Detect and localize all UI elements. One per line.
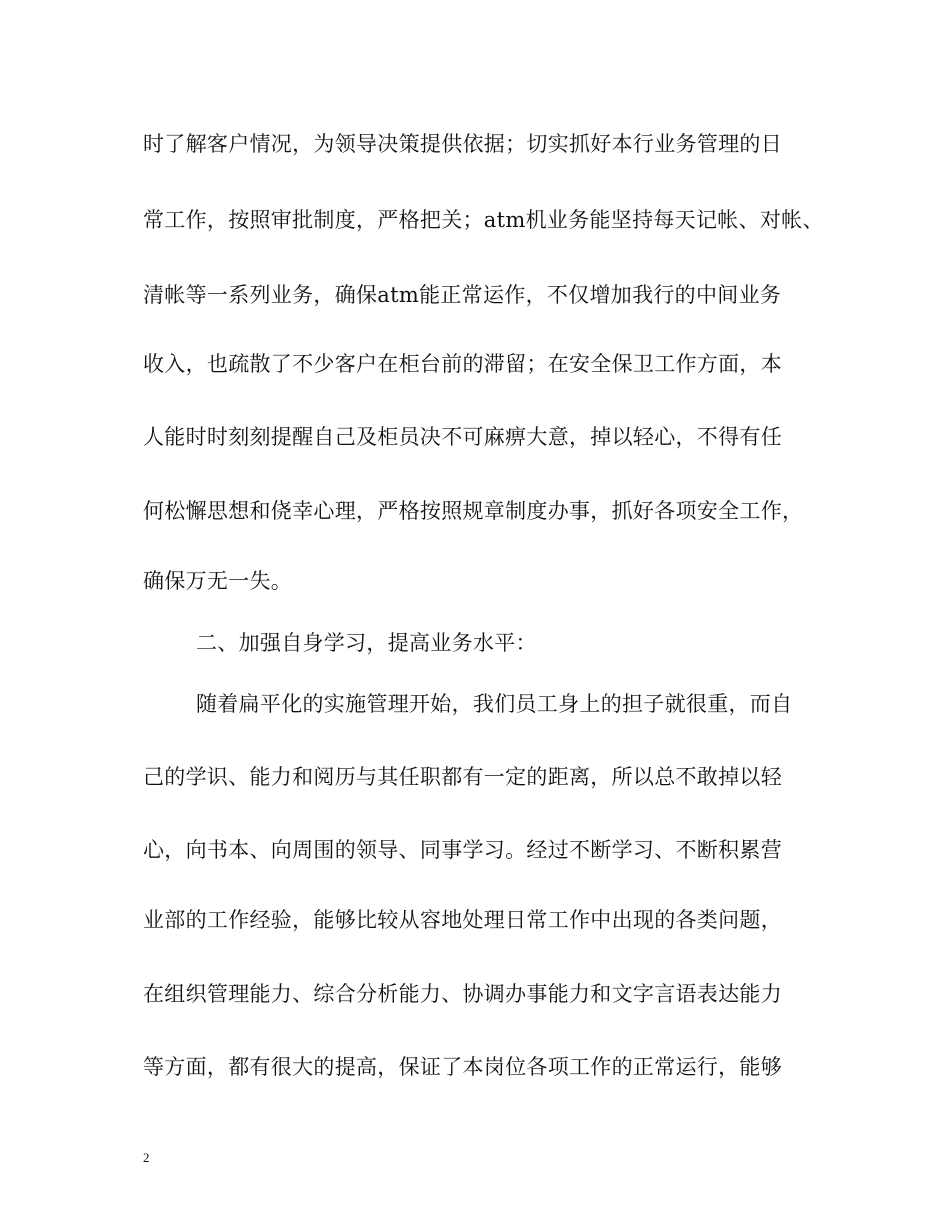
text-line: 人能时时刻刻提醒自己及柜员决不可麻痹大意，掉以轻心，不得有任	[143, 425, 782, 449]
text-line: 等方面，都有很大的提高，保证了本岗位各项工作的正常运行，能够	[143, 1055, 782, 1079]
text-line: 何松懈思想和侥幸心理，严格按照规章制度办事，抓好各项安全工作，	[143, 499, 804, 523]
text-line: 常工作，按照审批制度，严格把关；atm机业务能坚持每天记帐、对帐、	[143, 208, 824, 232]
text-line: 清帐等一系列业务，确保atm能正常运作，不仅增加我行的中间业务	[143, 283, 782, 307]
paragraph-first-line: 随着扁平化的实施管理开始，我们员工身上的担子就很重，而自	[196, 692, 793, 716]
text-line: 在组织管理能力、综合分析能力、协调办事能力和文字言语表达能力	[143, 982, 782, 1006]
text-line: 己的学识、能力和阅历与其任职都有一定的距离，所以总不敢掉以轻	[143, 765, 782, 789]
page-number: 2	[143, 1150, 150, 1165]
section-heading: 二、加强自身学习，提高业务水平：	[196, 631, 537, 655]
text-line: 心，向书本、向周围的领导、同事学习。经过不断学习、不断积累营	[143, 838, 782, 862]
text-line: 业部的工作经验，能够比较从容地处理日常工作中出现的各类问题，	[143, 908, 782, 932]
text-line: 确保万无一失。	[143, 569, 293, 593]
text-line: 时了解客户情况，为领导决策提供依据；切实抓好本行业务管理的日	[143, 132, 782, 156]
text-line: 收入，也疏散了不少客户在柜台前的滞留；在安全保卫工作方面，本	[143, 352, 782, 376]
